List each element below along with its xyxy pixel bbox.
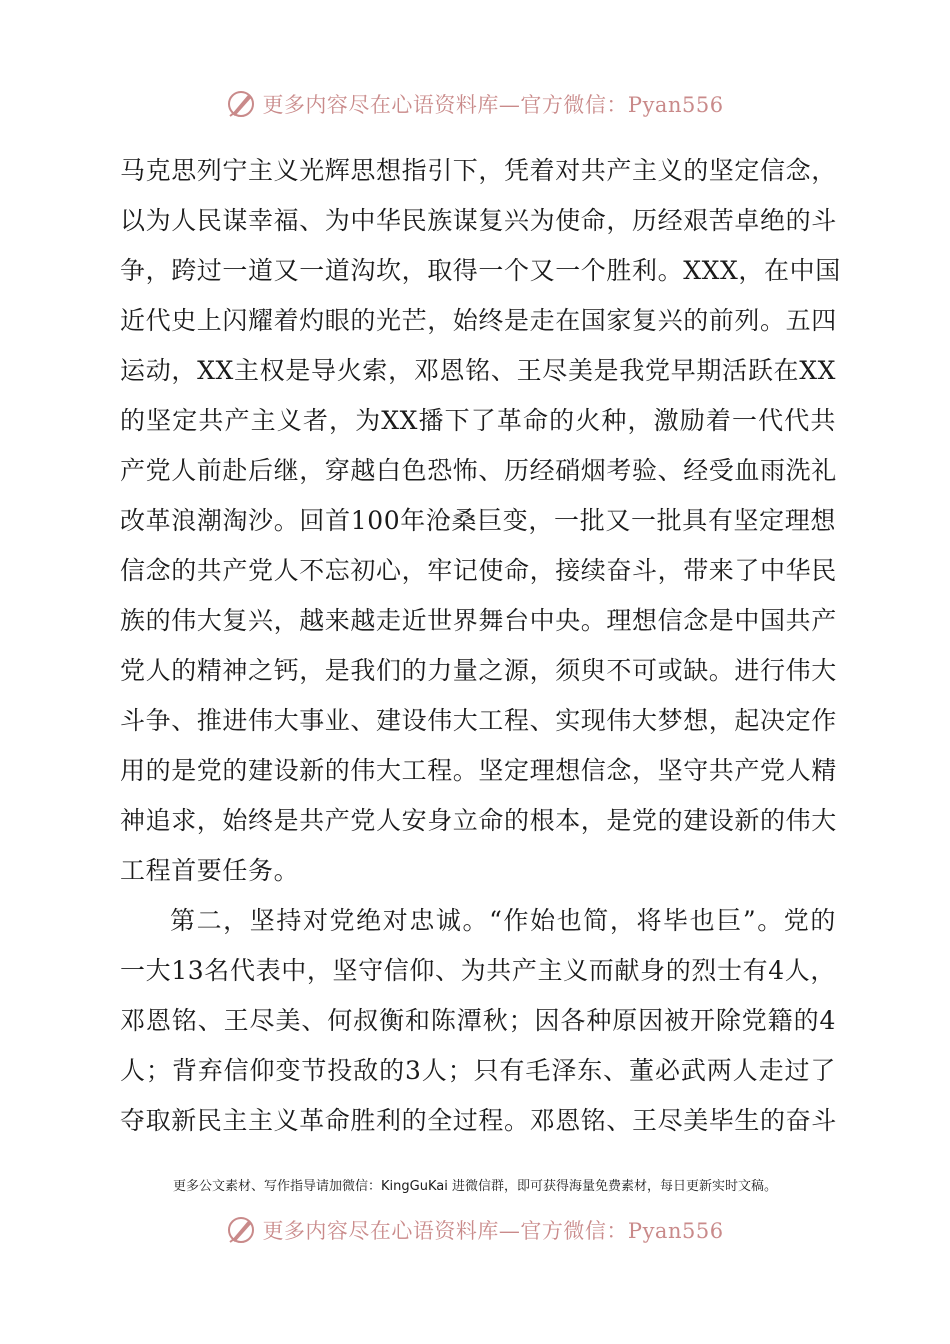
body-line: 神追求，始终是共产党人安身立命的根本，是党的建设新的伟大 [120,806,837,835]
body-line: 信念的共产党人不忘初心，牢记使命，接续奋斗，带来了中华民 [120,556,837,585]
body-line: 党人的精神之钙，是我们的力量之源，须臾不可或缺。进行伟大 [120,656,837,685]
quill-pen-circle-icon [226,1215,256,1245]
footer-watermark [0,1210,950,1250]
body-line: 斗争、推进伟大事业、建设伟大工程、实现伟大梦想，起决定作 [120,706,837,735]
header-watermark [0,84,950,124]
footer-watermark-text: 更多内容尽在心语资料库—官方微信：Pyan556 [262,1219,724,1243]
body-line: 族的伟大复兴，越来越走近世界舞台中央。理想信念是中国共产 [120,606,837,635]
footer-note: 更多公文素材、写作指导请加微信：KingGuKai 进微信群，即可获得海量免费素材，每日更新实时文稿。 [173,1179,777,1194]
body-line: 近代史上闪耀着灼眼的光芒，始终是走在国家复兴的前列。五四 [120,306,837,335]
body-line: 马克思列宁主义光辉思想指引下，凭着对共产主义的坚定信念， [120,156,837,185]
body-line: 人；背弃信仰变节投敌的3人；只有毛泽东、董必武两人走过了 [120,1056,836,1085]
quill-pen-circle-icon [226,89,256,119]
body-line: 夺取新民主主义革命胜利的全过程。邓恩铭、王尽美毕生的奋斗 [120,1106,837,1135]
body-line: 用的是党的建设新的伟大工程。坚定理想信念，坚守共产党人精 [120,756,837,785]
body-line: 第二，坚持对党绝对忠诚。“作始也简，将毕也巨”。党的 [170,906,836,935]
body-line: 的坚定共产主义者，为XX播下了革命的火种，激励着一代代共 [120,406,836,435]
body-line: 改革浪潮淘沙。回首100年沧桑巨变，一批又一批具有坚定理想 [120,506,836,535]
body-line: 以为人民谋幸福、为中华民族谋复兴为使命，历经艰苦卓绝的斗 [120,206,837,235]
body-line: 争，跨过一道又一道沟坎，取得一个又一个胜利。XXX，在中国 [120,256,841,285]
header-watermark-text: 更多内容尽在心语资料库—官方微信：Pyan556 [262,93,724,117]
body-line: 工程首要任务。 [120,856,300,885]
body-line: 运动，XX主权是导火索，邓恩铭、王尽美是我党早期活跃在XX [120,356,836,385]
body-line: 一大13名代表中，坚守信仰、为共产主义而献身的烈士有4人， [120,956,836,985]
body-line: 邓恩铭、王尽美、何叔衡和陈潭秋；因各种原因被开除党籍的4 [120,1006,836,1035]
body-line: 产党人前赴后继，穿越白色恐怖、历经硝烟考验、经受血雨洗礼 [120,456,837,485]
document-body [120,146,841,1146]
